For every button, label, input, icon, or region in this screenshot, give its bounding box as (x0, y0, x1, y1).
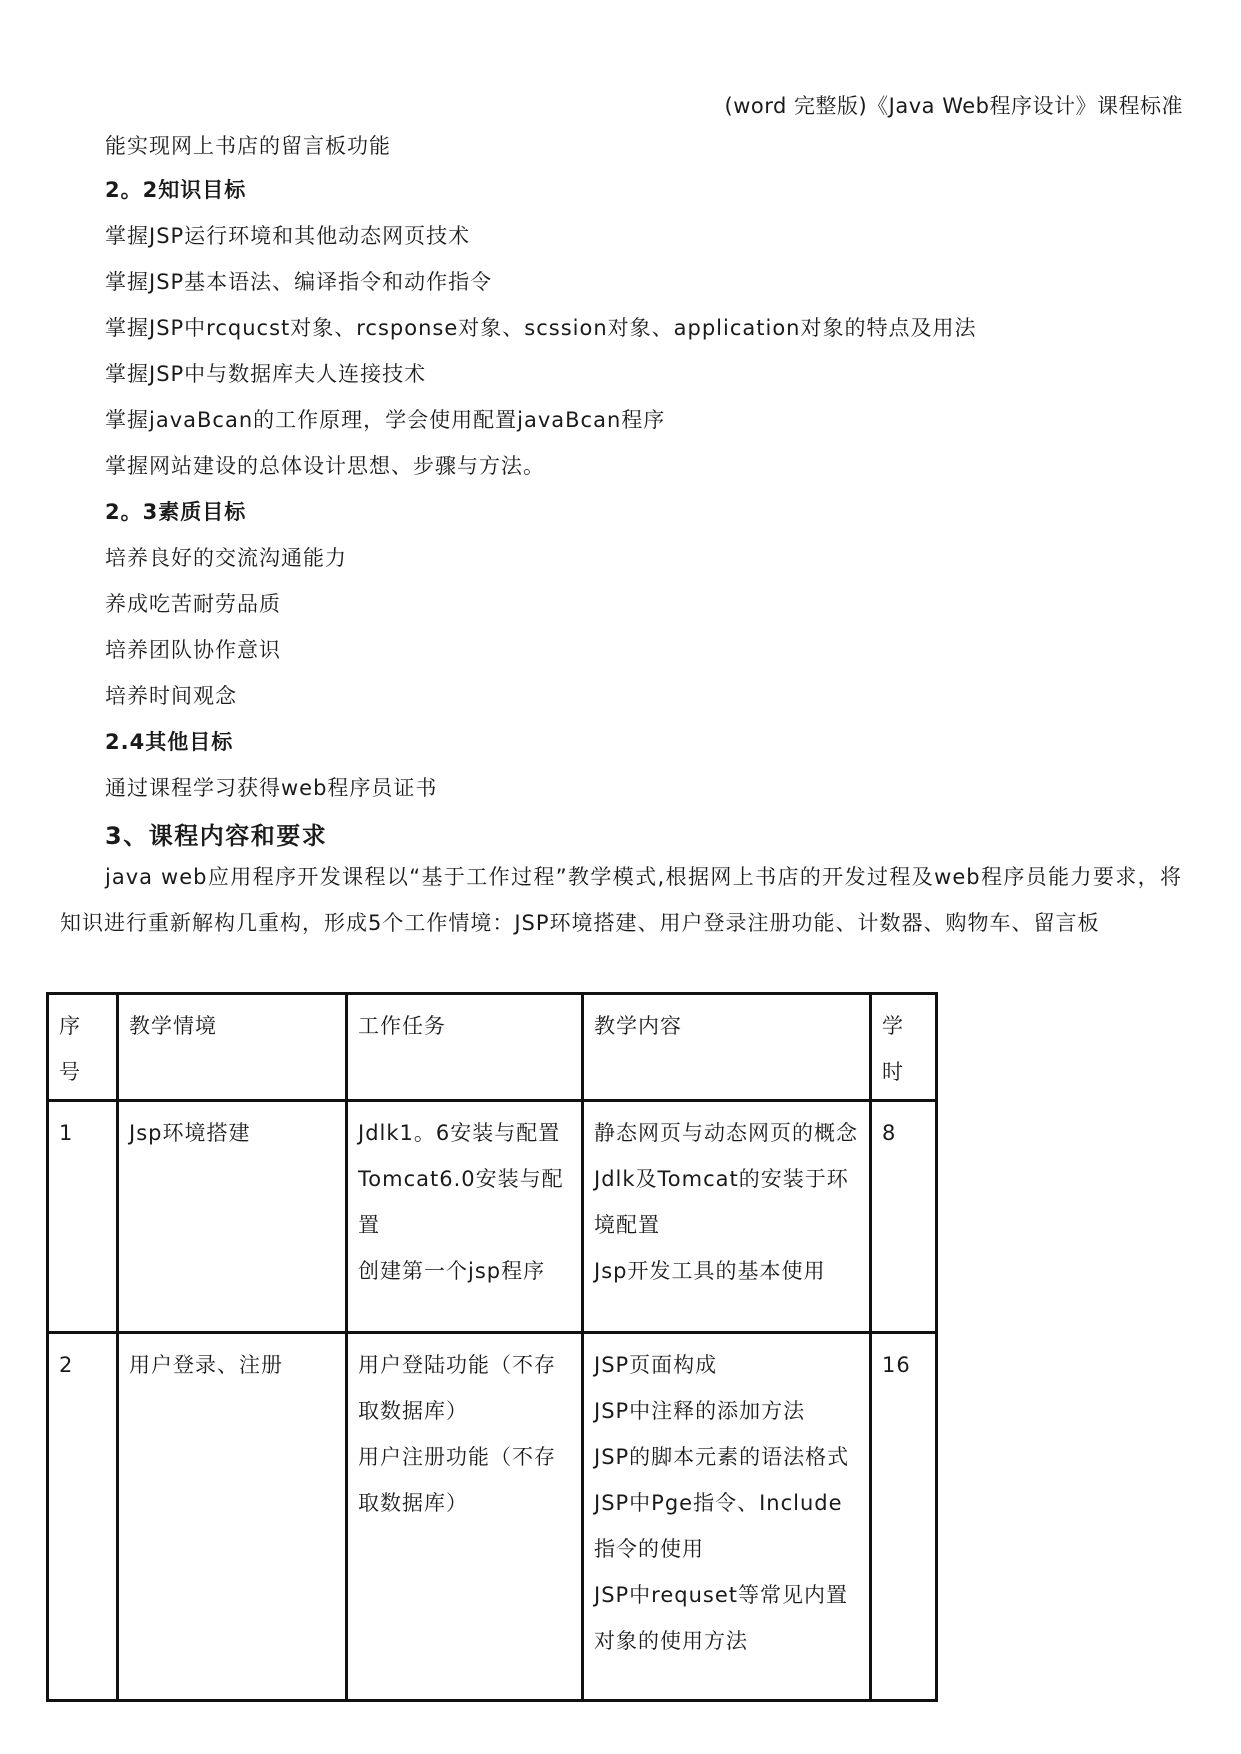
quality-item: 培养良好的交流沟通能力 (105, 546, 347, 570)
content-item: JSP的脚本元素的语法格式 (594, 1445, 850, 1469)
knowledge-item: 掌握网站建设的总体设计思想、步骤与方法。 (105, 454, 545, 478)
header-cell-scenario: 教学情境 (118, 994, 347, 1101)
row-scenario: 用户登录、注册 (118, 1333, 347, 1701)
page-header: (word 完整版)《Java Web程序设计》课程标准 (724, 94, 1183, 118)
section-heading-2-2: 2。2知识目标 (105, 178, 247, 202)
knowledge-item: 掌握JSP中与数据库夫人连接技术 (105, 362, 427, 386)
task-item: 用户注册功能（不存取数据库） (358, 1445, 556, 1515)
table-header-row (48, 994, 937, 1101)
section-heading-2-4: 2.4其他目标 (105, 730, 234, 754)
content-item: Jdlk及Tomcat的安装于环境配置 (594, 1167, 849, 1237)
row-no: 2 (48, 1333, 118, 1701)
section-3-paragraph: java web应用程序开发课程以“基于工作过程”教学模式,根据网上书店的开发过程及web程序员能力要求，将知识进行重新解构几重构，形成5个工作情境：JSP环境搭建、用户登录注册功能、计数器、购物车、留言板 (60, 865, 1182, 935)
task-item: 创建第一个jsp程序 (358, 1259, 546, 1283)
header-cell-task: 工作任务 (347, 994, 583, 1101)
content-item: Jsp开发工具的基本使用 (594, 1259, 826, 1283)
row-hours: 16 (871, 1333, 937, 1701)
content-item: JSP中Pge指令、Include指令的使用 (594, 1491, 843, 1561)
course-table (46, 992, 938, 1702)
quality-item: 培养时间观念 (105, 684, 237, 708)
table-row (48, 1333, 937, 1701)
row-contents (583, 1101, 871, 1333)
quality-item: 培养团队协作意识 (105, 638, 281, 662)
knowledge-item: 掌握javaBcan的工作原理，学会使用配置javaBcan程序 (105, 408, 666, 432)
knowledge-item: 掌握JSP运行环境和其他动态网页技术 (105, 224, 471, 248)
header-cell-content: 教学内容 (583, 994, 871, 1101)
knowledge-item: 掌握JSP中rcqucst对象、rcsponse对象、scssion对象、application对象的特点及用法 (105, 316, 977, 340)
task-item: 用户登陆功能（不存取数据库） (358, 1353, 556, 1423)
content-item: JSP页面构成 (594, 1353, 718, 1377)
knowledge-item: 掌握JSP基本语法、编译指令和动作指令 (105, 270, 493, 294)
task-item: Jdlk1。6安装与配置 (358, 1121, 561, 1145)
other-item: 通过课程学习获得web程序员证书 (105, 776, 438, 800)
header-cell-hours: 学时 (871, 994, 937, 1101)
table-row (48, 1101, 937, 1333)
quality-item: 养成吃苦耐劳品质 (105, 592, 281, 616)
row-scenario: Jsp环境搭建 (118, 1101, 347, 1333)
row-hours: 8 (871, 1101, 937, 1333)
content-item: 静态网页与动态网页的概念 (594, 1121, 858, 1145)
row-tasks (347, 1101, 583, 1333)
content-item: JSP中requset等常见内置对象的使用方法 (594, 1583, 849, 1653)
content-item: JSP中注释的添加方法 (594, 1399, 806, 1423)
intro-line: 能实现网上书店的留言板功能 (105, 134, 391, 158)
header-cell-no: 序号 (48, 994, 118, 1101)
row-contents (583, 1333, 871, 1701)
section-heading-2-3: 2。3素质目标 (105, 500, 247, 524)
task-item: Tomcat6.0安装与配置 (358, 1167, 564, 1237)
row-tasks (347, 1333, 583, 1701)
row-no: 1 (48, 1101, 118, 1333)
section-heading-3: 3、课程内容和要求 (105, 822, 328, 850)
